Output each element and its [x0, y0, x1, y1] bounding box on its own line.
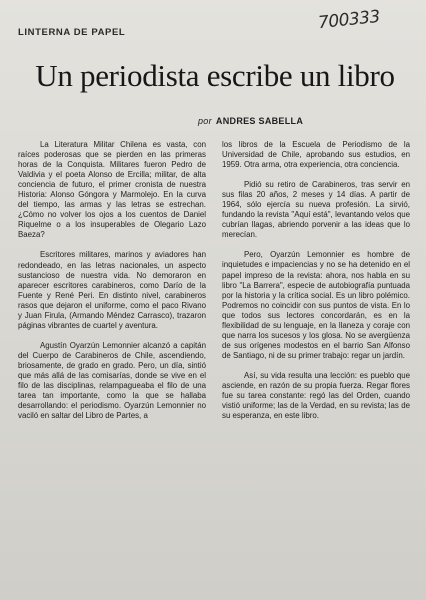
right-column — [222, 140, 410, 421]
left-column — [18, 140, 206, 421]
byline-author: ANDRES SABELLA — [215, 116, 304, 126]
right-paragraph-2: Pidió su retiro de Carabineros, tras servir en sus filas 20 años, 2 meses y 14 días. A partir de 1964, sólo ejercía su nueva profesión. La sirvió, fundando la revista "Aquí está", levantando velos que cubrían llagas, abriendo porvenir a las ideas que lo merecían. — [222, 180, 410, 240]
left-paragraph-2: Escritores militares, marinos y aviadores han redondeado, en las letras nacionales, un aspecto sustancioso de nuestra vida. No demoraron en aparecer escritores carabineros, como Darío de la Fuente y René Peri. En distinto nivel, carabineros rasos que dejaron el uniforme, como el paco Rivano y Juan Firula, (Armando Méndez Carrasco), trazaron páginas vibrantes de cuartel y aventura. — [18, 250, 206, 330]
article-title: Un periodista escribe un libro — [35, 58, 395, 93]
byline — [198, 116, 303, 126]
section-label: LINTERNA DE PAPEL — [18, 27, 126, 38]
handwritten-archive-number: 700333 — [317, 6, 381, 34]
byline-prefix: por — [198, 116, 212, 126]
left-paragraph-3: Agustín Oyarzún Lemonnier alcanzó a capitán del Cuerpo de Carabineros de Chile, ascendiendo, briosamente, de grado en grado. Pero, un día, sintió que más allá de las comisarías, donde se vive en el filo de las disciplinas, relampagueaba el filo de una tarea tan importante, como la que se hallaba desarrollando: el periodismo. Oyarzún Lemonnier no vaciló en saltar del Libro de Partes, a — [18, 340, 206, 421]
right-paragraph-4: Así, su vida resulta una lección: es pueblo que asciende, en razón de su propia fuerza. Regar flores fue su tarea constante: regó las del Orden, cuando vistió uniforme; las de la Verdad, en su revista; las de su esperanza, en este libro. — [222, 370, 410, 421]
left-paragraph-1: La Literatura Militar Chilena es vasta, con raíces poderosas que se pierden en las primeras horas de la Conquista. Militares fueron Pedro de Valdivia y el poeta Alonso de Ercilla; militar, de alta conciencia de futuro, el primer cronista de nuestra Historia: Alonso Góngora y Marmolejo. En la curva del tiempo, las armas y las letras se estrechan. ¿Cómo no volver los ojos a los cuentos de Daniel Riquelme o a los insuperables de Olegario Lazo Baeza? — [18, 140, 206, 240]
right-paragraph-3: Pero, Oyarzún Lemonnier es hombre de inquietudes e impaciencias y no se ha detenido en el papel impreso de la revista: ahora, nos habla en su libro "La Barrera", especie de autobiografía puntuada por la historia y la crítica social. Es un libro polémico. Podremos no coincidir con sus puntos de vista. En lo que todos sus lectores concordarán, es en la flexibilidad de su lenguaje, en la llaneza y coraje con que narra los sucesos y los glosa. No se avergüenza de sus orígenes modestos en el barrio San Alfonso de Santiago, ni de su primer trabajo: regar un jardín. — [222, 250, 410, 360]
right-paragraph-1: los libros de la Escuela de Periodismo de la Universidad de Chile, aprobando sus estudios, en 1959. Otra arma, otra experiencia, otra conciencia. — [222, 140, 410, 170]
